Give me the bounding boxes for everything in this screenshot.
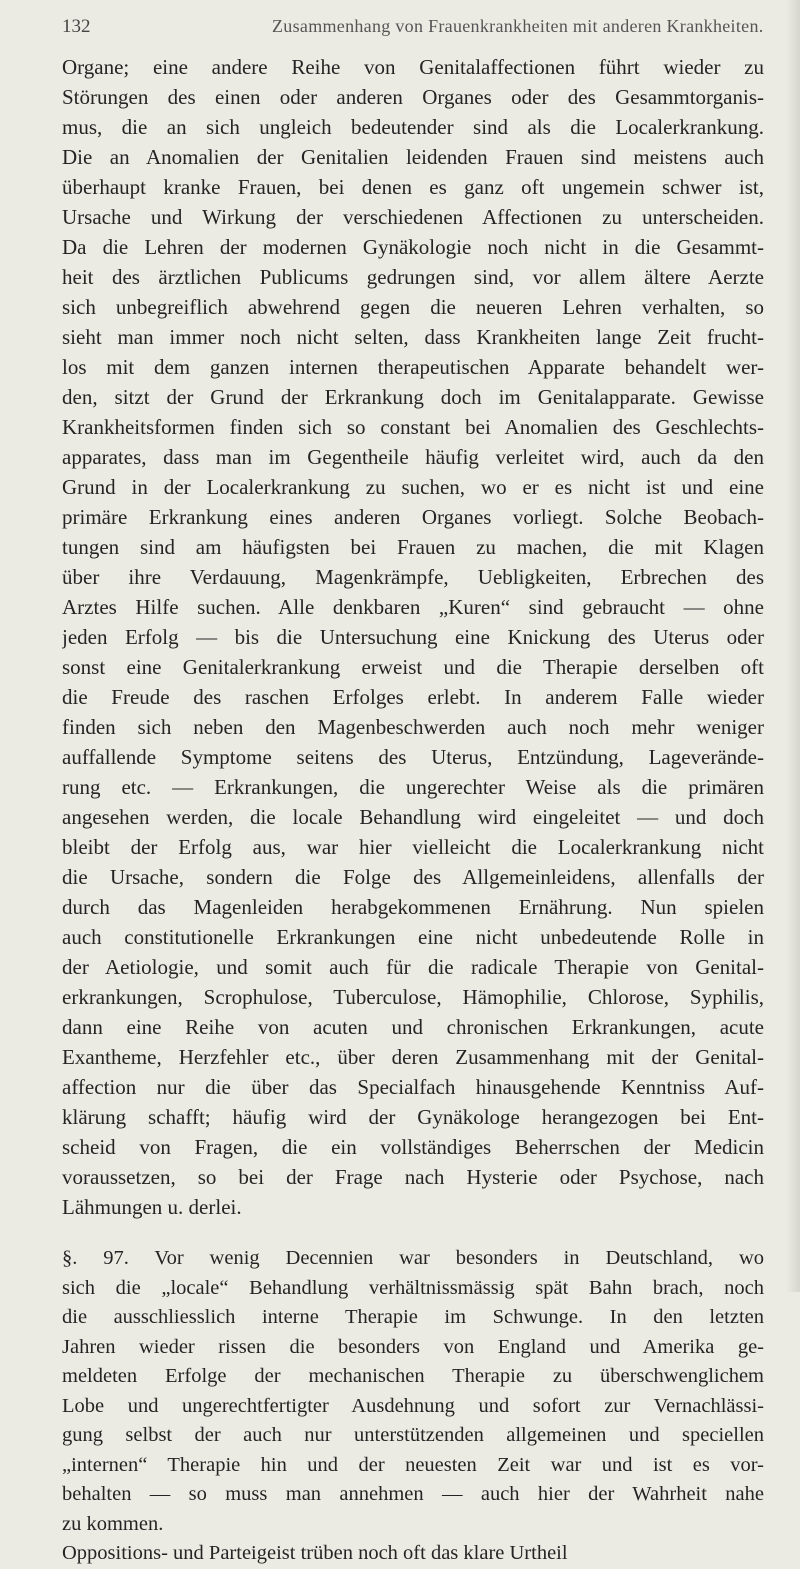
text-line: Krankheitsformen finden sich so constant bei Anomalien des Geschlechts- (62, 415, 764, 439)
body-text (62, 52, 764, 1569)
text-line: §. 97. Vor wenig Decennien war besonders in Deutschland, wo (62, 1247, 764, 1269)
text-line: Grund in der Localerkrankung zu suchen, wo er es nicht ist und eine (62, 475, 764, 499)
text-line: durch das Magenleiden herabgekommenen Ernährung. Nun spielen (62, 895, 764, 919)
text-line: rung etc. — Erkrankungen, die ungerechter Weise als die primären (62, 775, 764, 799)
text-line: affection nur die über das Specialfach hinausgehende Kenntniss Auf- (62, 1075, 764, 1099)
running-title: Zusammenhang von Frauenkrankheiten mit anderen Krankheiten. (272, 16, 764, 36)
text-line: Oppositions- und Parteigeist trüben noch oft das klare Urtheil (62, 1542, 568, 1564)
text-line: über ihre Verdauung, Magenkrämpfe, Uebligkeiten, Erbrechen des (62, 565, 764, 589)
text-line: meldeten Erfolge der mechanischen Therapie zu überschwenglichem (62, 1365, 764, 1387)
text-line: sonst eine Genitalerkrankung erweist und die Therapie derselben oft (62, 655, 764, 679)
text-line: klärung schafft; häufig wird der Gynäkologe herangezogen bei Ent- (62, 1105, 764, 1129)
text-line: gung selbst der auch nur unterstützenden allgemeinen und speciellen (62, 1424, 764, 1446)
text-line: auch constitutionelle Erkrankungen eine nicht unbedeutende Rolle in (62, 925, 764, 949)
text-line: finden sich neben den Magenbeschwerden auch noch mehr weniger (62, 715, 764, 739)
page-number: 132 (62, 16, 91, 37)
text-line: dann eine Reihe von acuten und chronischen Erkrankungen, acute (62, 1015, 764, 1039)
page-edge-shadow (786, 0, 800, 1292)
text-line: primäre Erkrankung eines anderen Organes vorliegt. Solche Beobach- (62, 505, 764, 529)
text-line: bleibt der Erfolg aus, war hier vielleicht die Localerkrankung nicht (62, 835, 764, 859)
text-line: angesehen werden, die locale Behandlung wird eingeleitet — und doch (62, 805, 764, 829)
text-line: die Freude des raschen Erfolges erlebt. In anderem Falle wieder (62, 685, 764, 709)
text-line: die Ursache, sondern die Folge des Allgemeinleidens, allenfalls der (62, 865, 764, 889)
text-line: Arztes Hilfe suchen. Alle denkbaren „Kuren“ sind gebraucht — ohne (62, 595, 764, 619)
text-line: „internen“ Therapie hin und der neuesten Zeit war und ist es vor- (62, 1453, 764, 1476)
text-line: heit des ärztlichen Publicums gedrungen sind, vor allem ältere Aerzte (62, 265, 764, 289)
text-line: voraussetzen, so bei der Frage nach Hysterie oder Psychose, nach (62, 1165, 764, 1189)
text-line: behalten — so muss man annehmen — auch hier der Wahrheit nahe (62, 1483, 764, 1505)
text-line: sieht man immer noch nicht selten, dass Krankheiten lange Zeit frucht- (62, 325, 764, 349)
text-line: der Aetiologie, und somit auch für die radicale Therapie von Genital- (62, 955, 764, 979)
text-line: los mit dem ganzen internen therapeutischen Apparate behandelt wer- (62, 355, 764, 379)
page-header (62, 16, 762, 42)
text-line: Ursache und Wirkung der verschiedenen Affectionen zu unterscheiden. (62, 205, 764, 229)
text-line: mus, die an sich ungleich bedeutender sind als die Localerkrankung. (62, 115, 764, 139)
text-line: tungen sind am häufigsten bei Frauen zu machen, die mit Klagen (62, 535, 764, 559)
text-line: Da die Lehren der modernen Gynäkologie noch nicht in die Gesammt- (62, 235, 764, 259)
text-line: Jahren wieder rissen die besonders von England und Amerika ge- (62, 1335, 764, 1358)
text-line: Lobe und ungerechtfertigter Ausdehnung und sofort zur Vernachlässi- (62, 1394, 764, 1417)
text-line: zu kommen. (62, 1512, 164, 1535)
text-line: scheid von Fragen, die ein vollständiges Beherrschen der Medicin (62, 1135, 764, 1159)
text-line: apparates, dass man im Gegentheile häufig verleitet wird, auch da den (62, 445, 764, 469)
text-line: sich unbegreiflich abwehrend gegen die neueren Lehren verhalten, so (62, 295, 764, 319)
text-line: sich die „locale“ Behandlung verhältnissmässig spät Bahn brach, noch (62, 1276, 764, 1299)
text-line: Exantheme, Herzfehler etc., über deren Zusammenhang mit der Genital- (62, 1045, 764, 1069)
text-line: den, sitzt der Grund der Erkrankung doch im Genitalapparate. Gewisse (62, 385, 764, 409)
text-line: die ausschliesslich interne Therapie im Schwunge. In den letzten (62, 1306, 764, 1328)
text-line: auffallende Symptome seitens des Uterus, Entzündung, Lageverände- (62, 745, 764, 769)
text-line: Lähmungen u. derlei. (62, 1195, 242, 1219)
text-line: Störungen des einen oder anderen Organes oder des Gesammtorganis- (62, 85, 764, 109)
text-line: Organe; eine andere Reihe von Genitalaffectionen führt wieder zu (62, 55, 764, 79)
paragraph-continued (62, 52, 764, 1222)
text-line: jeden Erfolg — bis die Untersuchung eine Knickung des Uterus oder (62, 625, 764, 649)
text-line: erkrankungen, Scrophulose, Tuberculose, Hämophilie, Chlorose, Syphilis, (62, 985, 764, 1009)
text-line: überhaupt kranke Frauen, bei denen es ganz oft ungemein schwer ist, (62, 175, 764, 199)
paragraph-section-97 (62, 1244, 764, 1569)
text-line: Die an Anomalien der Genitalien leidenden Frauen sind meistens auch (62, 145, 764, 169)
paragraph-gap (62, 1222, 764, 1244)
